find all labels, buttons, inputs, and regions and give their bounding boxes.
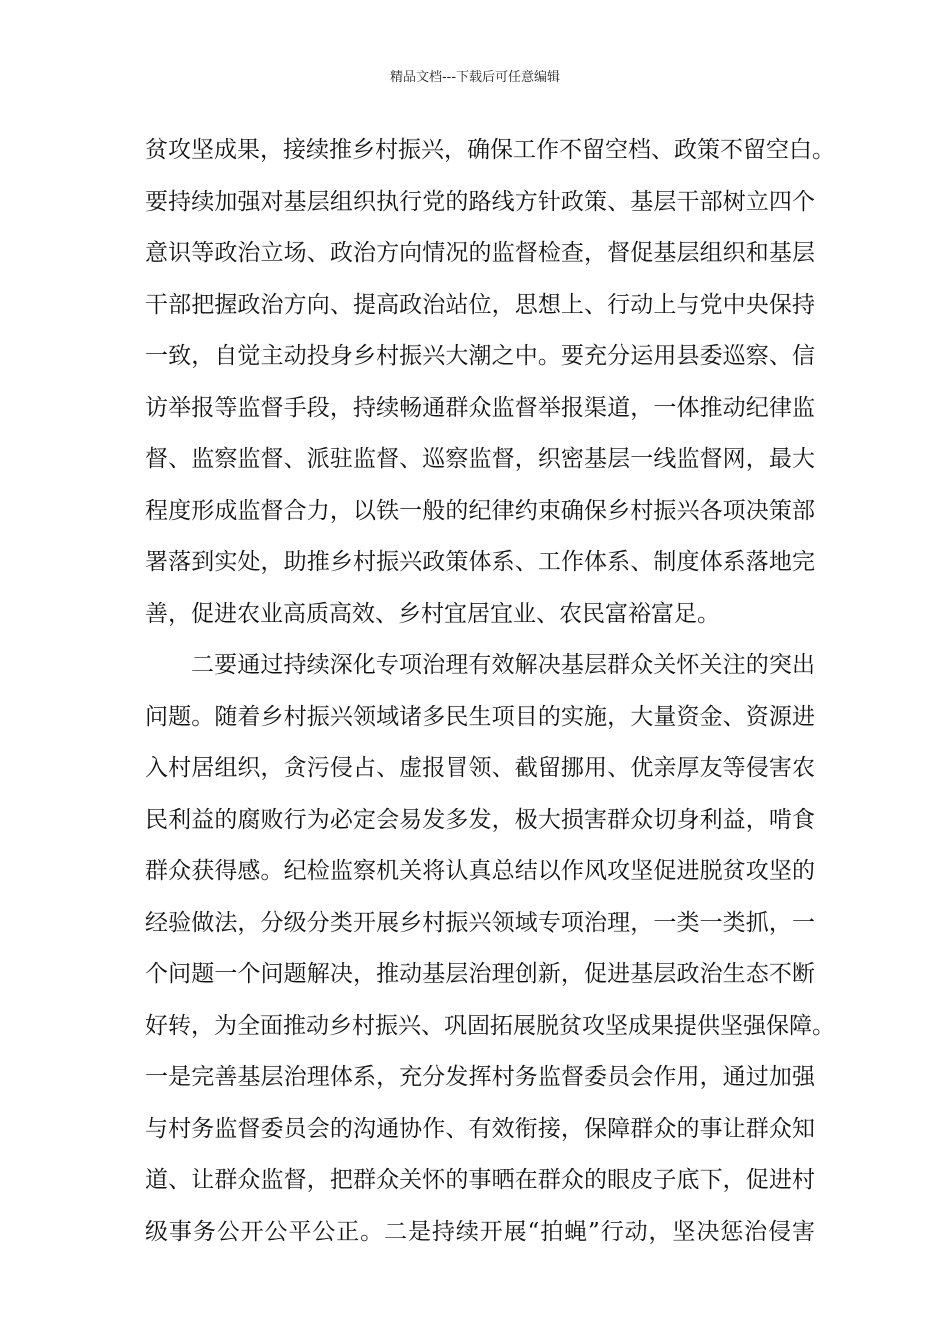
- text-line: 意识等政治立场、政治方向情况的监督检查，督促基层组织和基层: [145, 240, 815, 266]
- text-line: 民利益的腐败行为必定会易发多发，极大损害群众切身利益，啃食: [145, 806, 815, 833]
- text-line: 访举报等监督手段，持续畅通群众监督举报渠道，一体推动纪律监: [145, 394, 815, 421]
- text-line: 入村居组织，贪污侵占、虚报冒领、截留挪用、优亲厚友等侵害农: [145, 755, 815, 781]
- text-line: 程度形成监督合力，以铁一般的纪律约束确保乡村振兴各项决策部: [145, 497, 815, 524]
- page-header: 精品文档---下载后可任意编辑: [389, 70, 561, 85]
- text-line: 一致，自觉主动投身乡村振兴大潮之中。要充分运用县委巡察、信: [145, 343, 815, 369]
- text-line: 与村务监督委员会的沟通协作、有效衔接，保障群众的事让群众知: [145, 1115, 815, 1142]
- text-line: 好转，为全面推动乡村振兴、巩固拓展脱贫攻坚成果提供坚强保障。: [145, 1012, 835, 1039]
- text-line: 问题。随着乡村振兴领域诸多民生项目的实施，大量资金、资源进: [145, 703, 815, 730]
- text-line: 贫攻坚成果，接续推乡村振兴，确保工作不留空档、政策不留空白。: [145, 137, 835, 163]
- paragraph-end-line: 善，促进农业高质高效、乡村宜居宜业、农民富裕富足。: [145, 600, 720, 627]
- text-line: 个问题一个问题解决，推动基层治理创新，促进基层政治生态不断: [145, 961, 815, 987]
- paragraph-start-line: 二要通过持续深化专项治理有效解决基层群众关怀关注的突出: [191, 652, 815, 678]
- text-line: 要持续加强对基层组织执行党的路线方针政策、基层干部树立四个: [145, 188, 815, 215]
- text-line: 群众获得感。纪检监察机关将认真总结以作风攻坚促进脱贫攻坚的: [145, 858, 815, 884]
- text-line: 经验做法，分级分类开展乡村振兴领域专项治理，一类一类抓，一: [145, 909, 815, 936]
- text-line: 署落到实处，助推乡村振兴政策体系、工作体系、制度体系落地完: [145, 549, 815, 575]
- text-line: 干部把握政治方向、提高政治站位，思想上、行动上与党中央保持: [145, 291, 815, 318]
- text-line: 一是完善基层治理体系，充分发挥村务监督委员会作用，通过加强: [145, 1064, 815, 1090]
- document-body: [145, 125, 835, 1258]
- text-line: 级事务公开公平公正。二是持续开展“拍蝇”行动，坚决惩治侵害: [145, 1218, 815, 1245]
- text-line: 道、让群众监督，把群众关怀的事晒在群众的眼皮子底下，促进村: [145, 1167, 815, 1193]
- text-line: 督、监察监督、派驻监督、巡察监督，织密基层一线监督网，最大: [145, 446, 815, 472]
